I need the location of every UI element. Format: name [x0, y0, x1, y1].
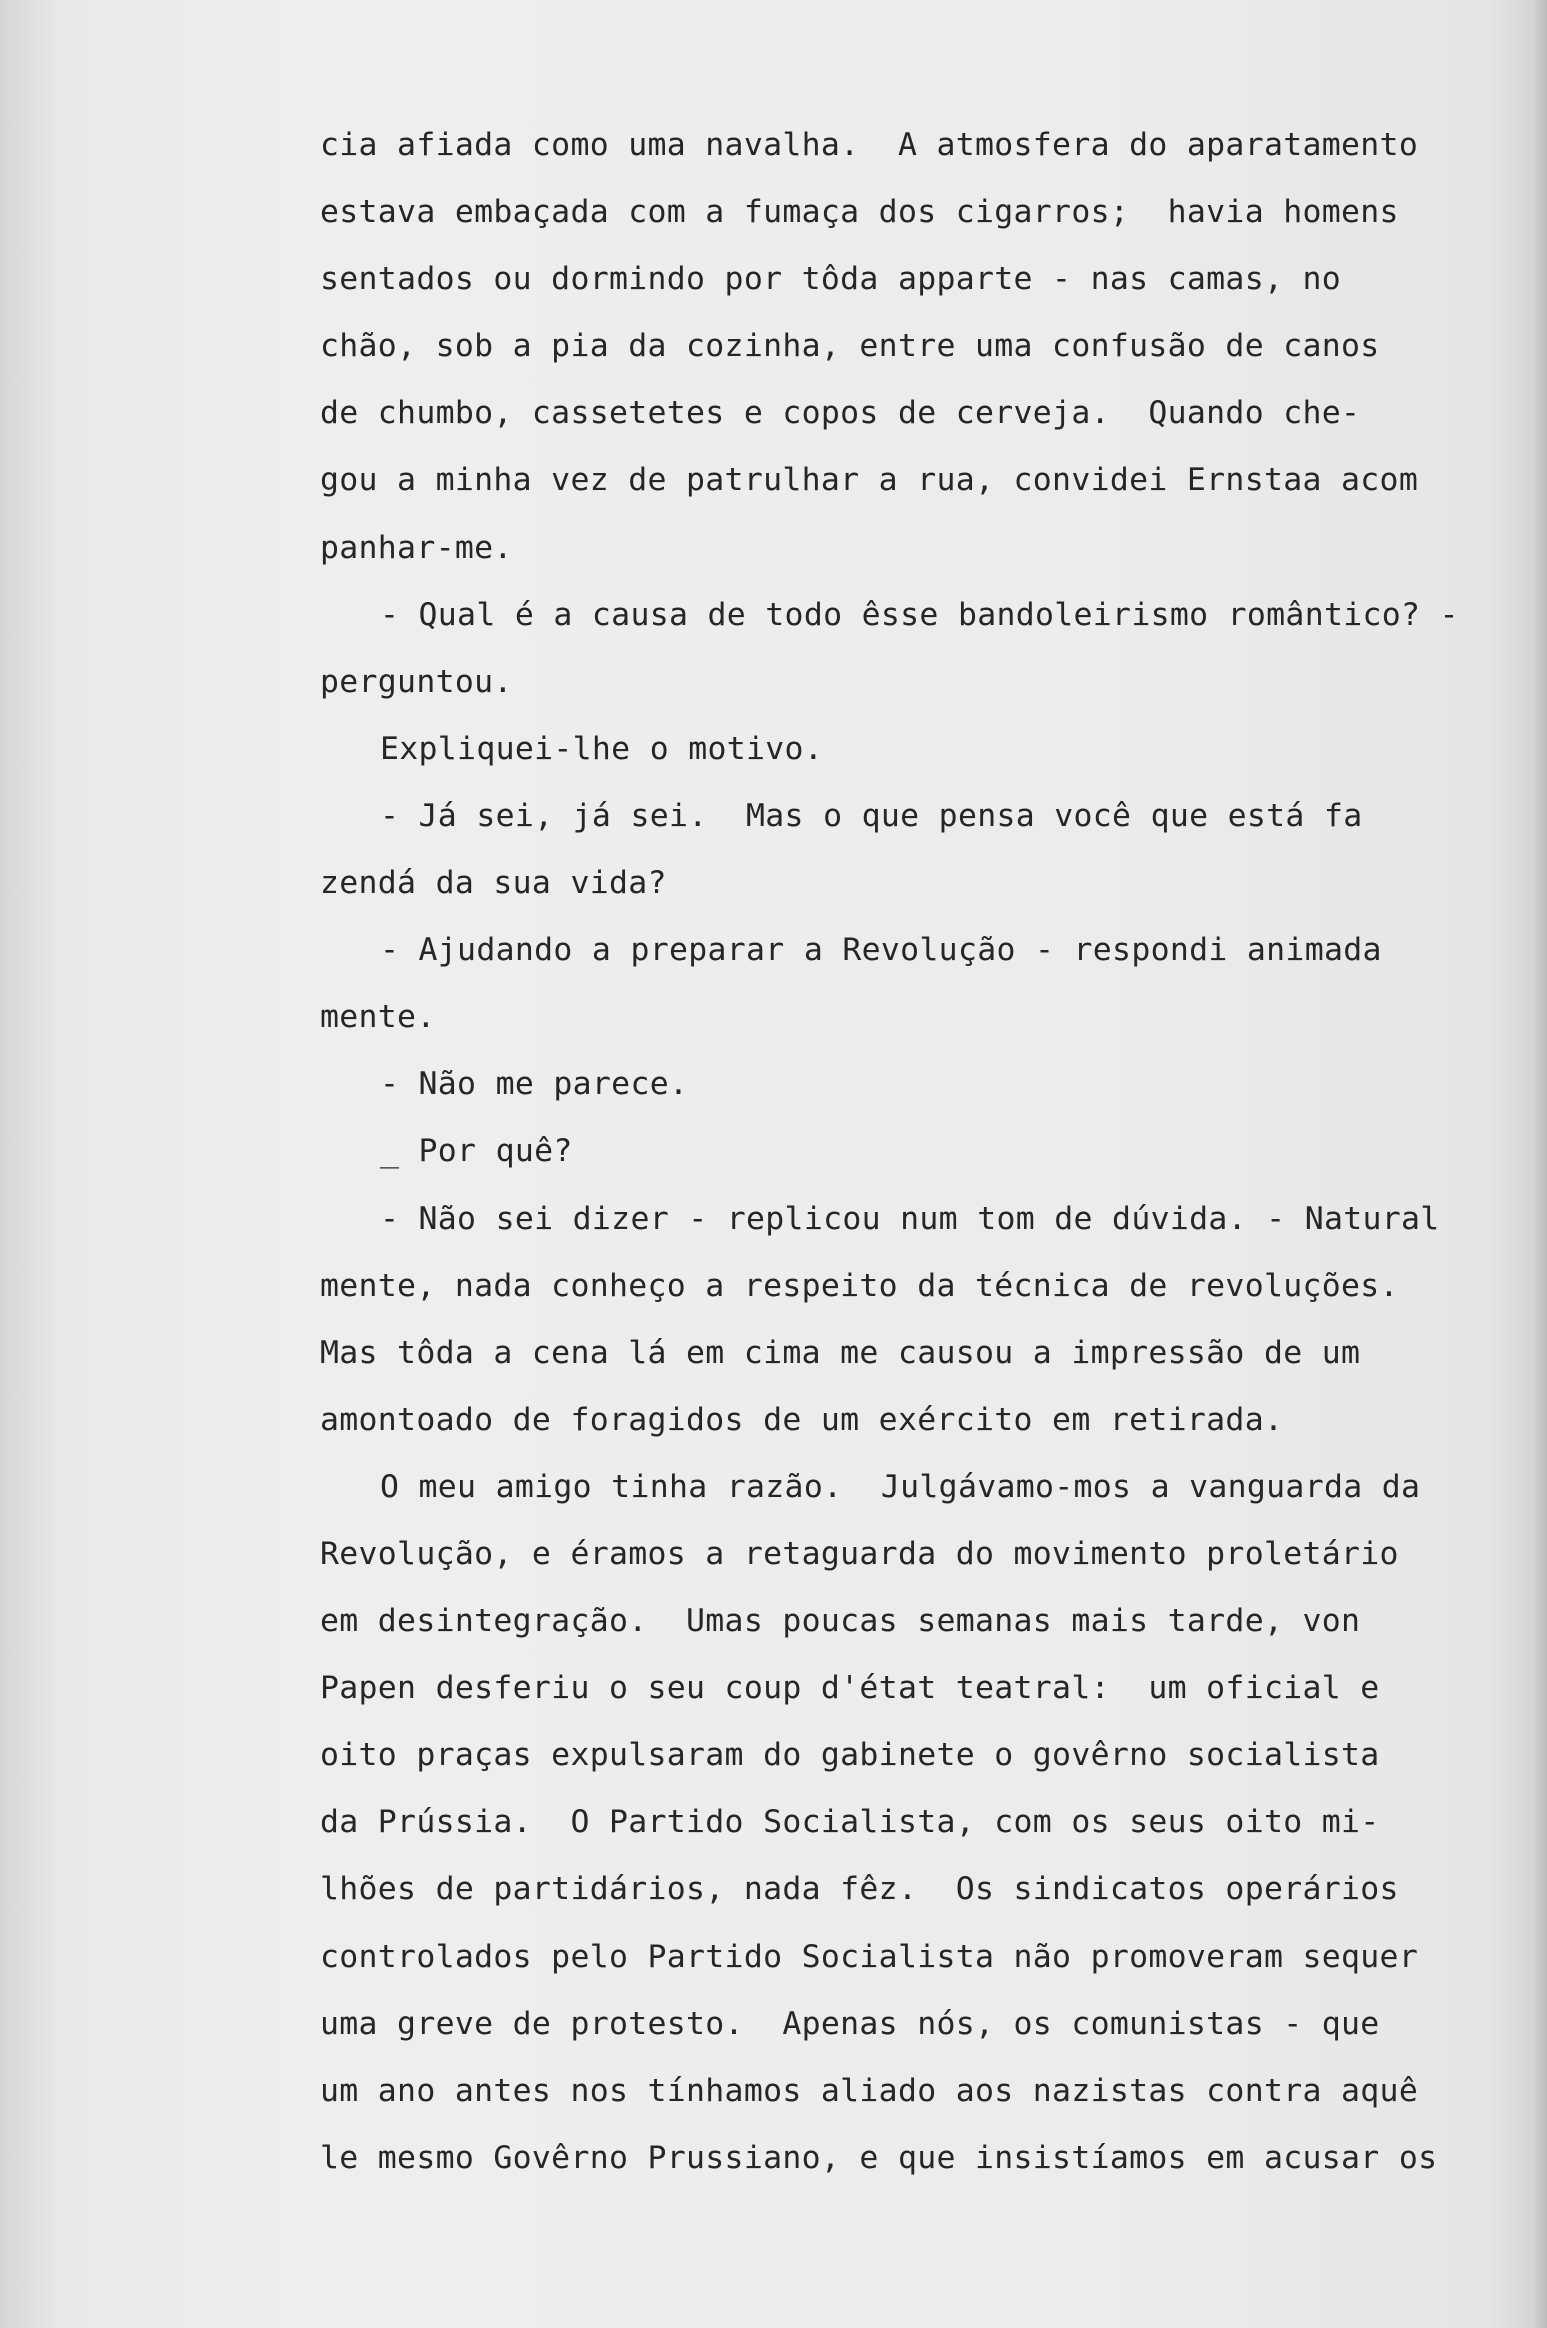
text-line: gou a minha vez de patrulhar a rua, convidei Ernstaa acom: [320, 462, 1419, 499]
text-line: le mesmo Govêrno Prussiano, e que insistíamos em acusar os: [320, 2139, 1438, 2176]
text-line: - Já sei, já sei. Mas o que pensa você que está fa: [380, 797, 1363, 834]
text-line: _ Por quê?: [380, 1133, 573, 1170]
text-line: controlados pelo Partido Socialista não promoveram sequer: [320, 1938, 1419, 1975]
text-line: - Não sei dizer - replicou num tom de dúvida. - Natural: [380, 1200, 1440, 1237]
text-line: perguntou.: [320, 663, 513, 700]
text-line: cia afiada como uma navalha. A atmosfera do aparatamento: [320, 127, 1419, 163]
text-line: Expliquei-lhe o motivo.: [380, 730, 824, 767]
text-line: em desintegração. Umas poucas semanas mais tarde, von: [320, 1603, 1361, 1640]
text-line: - Qual é a causa de todo êsse bandoleirismo romântico? -: [380, 596, 1459, 633]
text-line: um ano antes nos tínhamos aliado aos nazistas contra aquê: [320, 2072, 1419, 2109]
text-line: O meu amigo tinha razão. Julgávamo-mos a vanguarda da: [380, 1468, 1421, 1505]
text-line: mente, nada conheço a respeito da técnica de revoluções.: [320, 1267, 1399, 1304]
text-line: zendá da sua vida?: [320, 865, 667, 902]
text-line: chão, sob a pia da cozinha, entre uma confusão de canos: [320, 328, 1380, 365]
text-line: mente.: [320, 999, 436, 1036]
text-line: estava embaçada com a fumaça dos cigarros; havia homens: [320, 194, 1399, 231]
text-line: Papen desferiu o seu coup d'état teatral: um oficial e: [320, 1670, 1380, 1707]
page-edge-shadow: [1533, 0, 1547, 2328]
text-line: da Prússia. O Partido Socialista, com os seus oito mi-: [320, 1804, 1380, 1841]
page-text: [320, 112, 1500, 2192]
text-line: lhões de partidários, nada fêz. Os sindicatos operários: [320, 1871, 1399, 1908]
text-line: uma greve de protesto. Apenas nós, os comunistas - que: [320, 2005, 1380, 2042]
text-line: de chumbo, cassetetes e copos de cerveja. Quando che-: [320, 395, 1361, 432]
text-line: Mas tôda a cena lá em cima me causou a impressão de um: [320, 1334, 1361, 1371]
text-line: sentados ou dormindo por tôda apparte - nas camas, no: [320, 261, 1342, 298]
text-line: - Ajudando a preparar a Revolução - respondi animada: [380, 932, 1382, 969]
text-line: - Não me parece.: [380, 1066, 689, 1103]
text-line: Revolução, e éramos a retaguarda do movimento proletário: [320, 1535, 1399, 1572]
text-line: oito praças expulsaram do gabinete o govêrno socialista: [320, 1737, 1380, 1774]
text-line: panhar-me.: [320, 529, 513, 566]
text-line: amontoado de foragidos de um exército em retirada.: [320, 1401, 1284, 1438]
